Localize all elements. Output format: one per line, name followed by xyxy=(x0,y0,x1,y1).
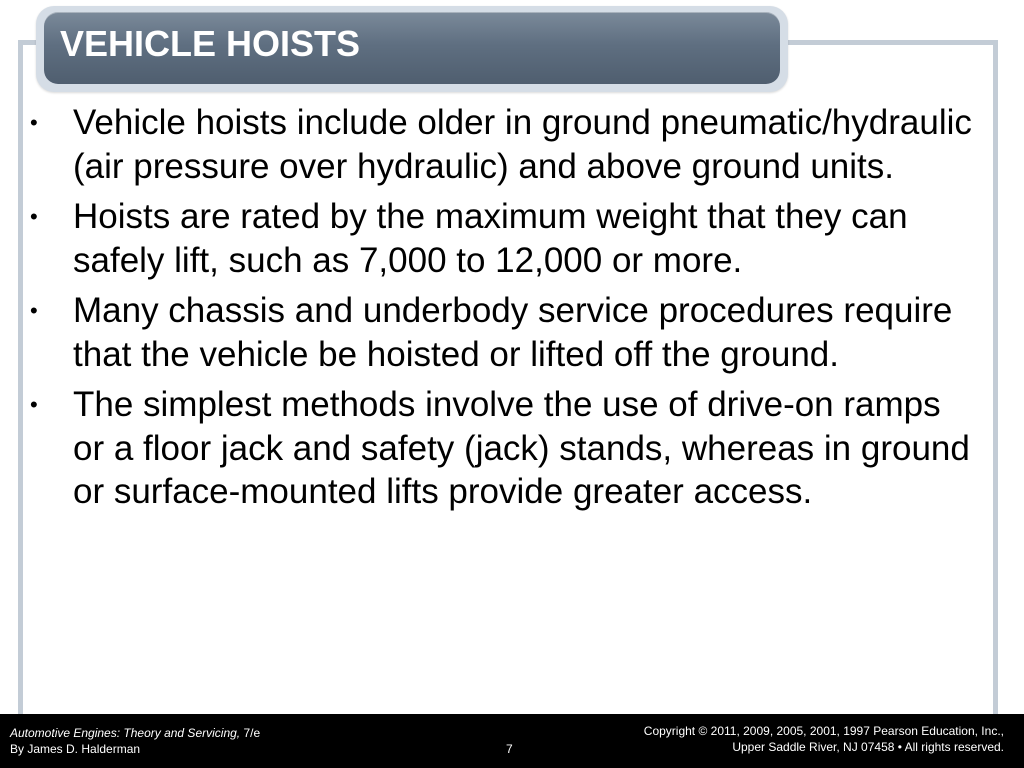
page-number: 7 xyxy=(506,742,513,756)
footer-book-info xyxy=(10,725,260,757)
bullet-text: Many chassis and underbody service procedures require that the vehicle be hoisted or lifted off the ground. xyxy=(73,291,953,374)
bullet-icon: • xyxy=(30,392,38,417)
bullet-item xyxy=(30,383,980,514)
bullet-list xyxy=(30,101,980,521)
footer-author: By James D. Halderman xyxy=(10,742,141,756)
footer xyxy=(0,714,1024,768)
bullet-text: Vehicle hoists include older in ground pneumatic/hydraulic (air pressure over hydraulic) and above ground units. xyxy=(73,103,972,186)
bullet-item xyxy=(30,289,980,376)
footer-copyright xyxy=(644,723,1004,755)
bullet-text: The simplest methods involve the use of drive-on ramps or a floor jack and safety (jack) stands, whereas in ground or surface-mounted lifts provide greater access. xyxy=(73,385,970,511)
bullet-icon: • xyxy=(30,298,38,323)
bullet-text: Hoists are rated by the maximum weight that they can safely lift, such as 7,000 to 12,000 or more. xyxy=(73,197,908,280)
book-title: Automotive Engines: Theory and Servicing, xyxy=(10,726,241,740)
bullet-icon: • xyxy=(30,110,38,135)
copyright-line-1: Copyright © 2011, 2009, 2005, 2001, 1997 Pearson Education, Inc., xyxy=(643,724,1004,738)
footer-book-line xyxy=(10,725,260,741)
bullet-icon: • xyxy=(30,204,38,229)
copyright-line-2: Upper Saddle River, NJ 07458 • All rights reserved. xyxy=(732,740,1004,754)
book-edition: 7/e xyxy=(240,726,261,740)
bullet-item xyxy=(30,195,980,282)
slide-title: VEHICLE HOISTS xyxy=(60,23,361,64)
bullet-item xyxy=(30,101,980,188)
